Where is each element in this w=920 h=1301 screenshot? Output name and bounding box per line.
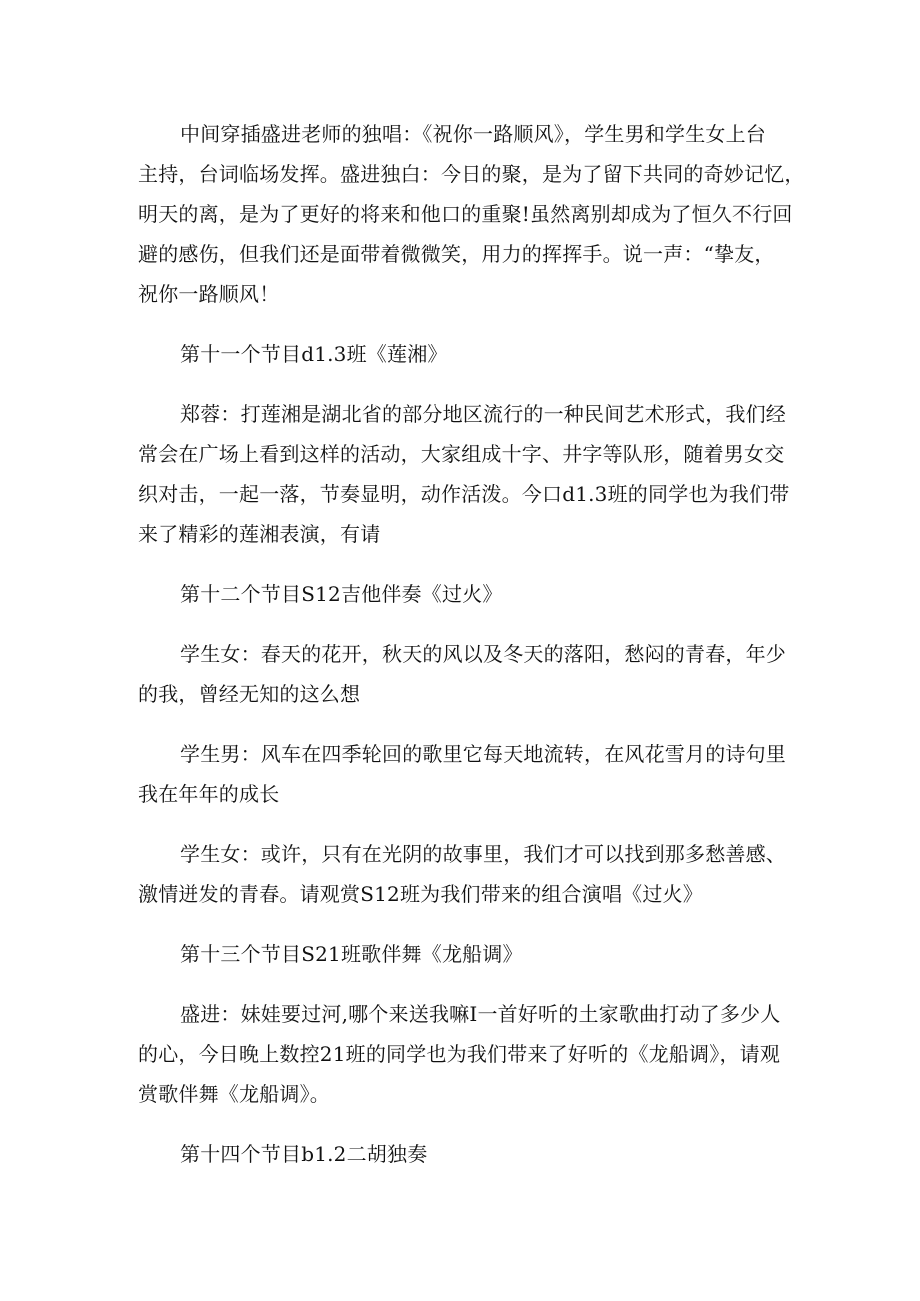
text-line: 盛进：妹娃要过河,哪个来送我嘛I一首好听的土家歌曲打动了多少人	[180, 1002, 781, 1026]
text-line: 明天的离，是为了更好的将来和他口的重聚!虽然离别却成为了恒久不行回	[138, 202, 793, 226]
text-line: 主持，台词临场发挥。盛进独白：今日的聚，是为了留下共同的奇妙记忆，	[138, 162, 805, 186]
text-line: 第十二个节目S12吉他伴奏《过火》	[180, 582, 503, 606]
document-body	[138, 114, 805, 1194]
paragraph-zheng-rong	[138, 394, 790, 554]
paragraph-sheng-jin	[138, 994, 790, 1114]
text-line: 学生女：春天的花开，秋天的风以及冬天的落阳，愁闷的青春，年少	[180, 642, 786, 666]
paragraph-1	[138, 114, 805, 314]
program-heading-12	[138, 574, 790, 614]
program-heading-11	[138, 334, 790, 374]
text-line: 第十四个节目b1.2二胡独奏	[180, 1142, 428, 1166]
text-line: 常会在广场上看到这样的活动，大家组成十字、井字等队形，随着男女交	[138, 442, 785, 466]
text-line: 织对击，一起一落，节奏显明，动作活泼。今口d1.3班的同学也为我们带	[138, 482, 790, 506]
text-line: 学生男：风车在四季轮回的歌里它每天地流转，在风花雪月的诗句里	[180, 742, 786, 766]
text-line: 学生女：或许，只有在光阴的故事里，我们才可以找到那多愁善感、	[180, 842, 786, 866]
text-line: 来了精彩的莲湘表演，有请	[138, 522, 381, 546]
text-line: 我在年年的成长	[138, 782, 280, 806]
text-line: 郑蓉：打莲湘是湖北省的部分地区流行的一种民间艺术形式，我们经	[180, 402, 786, 426]
text-line: 赏歌伴舞《龙船调》。	[138, 1082, 330, 1106]
text-line: 激情迸发的青春。请观赏S12班为我们带来的组合演唱《过火》	[138, 882, 703, 906]
paragraph-student-female-1	[138, 634, 790, 714]
text-line: 第十三个节目S21班歌伴舞《龙船调》	[180, 942, 523, 966]
program-heading-14	[138, 1134, 790, 1174]
text-line: 的心，今日晚上数控21班的同学也为我们带来了好听的《龙船调》，请观	[138, 1042, 781, 1066]
text-line: 第十一个节目d1.3班《莲湘》	[180, 342, 448, 366]
text-line: 避的感伤，但我们还是面带着微微笑，用力的挥挥手。说一声：“挚友，	[138, 242, 775, 266]
text-line: 祝你一路顺风！	[138, 282, 280, 306]
text-line: 的我，曾经无知的这么想	[138, 682, 361, 706]
program-heading-13	[138, 934, 790, 974]
paragraph-student-male	[138, 734, 790, 814]
text-line: 中间穿插盛进老师的独唱：《祝你一路顺风》，学生男和学生女上台	[180, 122, 766, 146]
paragraph-student-female-2	[138, 834, 790, 914]
